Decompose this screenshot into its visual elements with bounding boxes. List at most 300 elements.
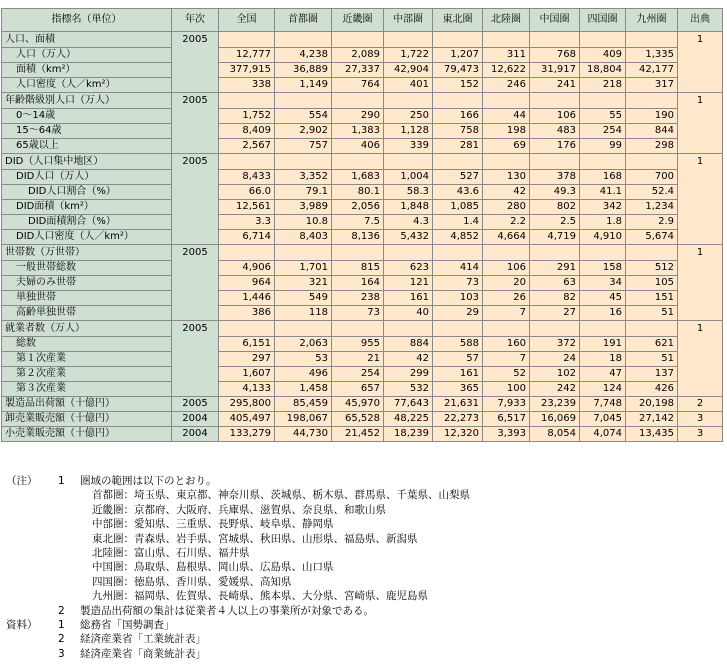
value-cell: 1,004	[384, 170, 433, 185]
table-row	[2, 337, 723, 352]
value-cell: 250	[384, 109, 433, 124]
note-2	[0, 604, 727, 618]
value-cell: 8,054	[530, 427, 580, 442]
value-cell: 52.4	[626, 185, 678, 200]
value-cell: 1,848	[384, 200, 433, 215]
value-cell: 6,714	[219, 230, 275, 245]
group-title: 就業者数（万人）	[2, 321, 172, 337]
region-definition	[0, 517, 727, 531]
summary-row	[2, 397, 723, 412]
value-cell: 378	[530, 170, 580, 185]
group-title: 人口、面積	[2, 32, 172, 48]
value-cell: 151	[626, 291, 678, 306]
value-cell: 372	[530, 337, 580, 352]
value-cell	[483, 32, 530, 48]
value-cell: 401	[384, 78, 433, 93]
value-cell: 166	[433, 109, 483, 124]
row-label: 小売業販売額（十億円）	[2, 427, 172, 442]
source-ref-cell: 1	[678, 32, 723, 93]
value-cell: 2,902	[275, 124, 332, 139]
value-cell: 106	[530, 109, 580, 124]
value-cell: 955	[332, 337, 384, 352]
header-row	[2, 9, 723, 32]
row-label: DID面積（km²）	[2, 200, 172, 215]
value-cell	[275, 154, 332, 170]
note-number: 2	[58, 604, 65, 617]
value-cell	[530, 32, 580, 48]
value-cell: 254	[580, 124, 626, 139]
value-cell: 1,683	[332, 170, 384, 185]
value-cell	[275, 93, 332, 109]
region-text: 近畿圏：京都府、大阪府、兵庫県、滋賀県、奈良県、和歌山県	[92, 503, 386, 516]
group-header-row	[2, 245, 723, 261]
value-cell	[580, 321, 626, 337]
value-cell: 623	[384, 261, 433, 276]
year-cell: 2005	[172, 93, 219, 154]
column-header: 近畿圏	[332, 9, 384, 32]
value-cell	[530, 321, 580, 337]
value-cell: 106	[483, 261, 530, 276]
value-cell: 13,435	[626, 427, 678, 442]
column-header: 出典	[678, 9, 723, 32]
value-cell: 27,142	[626, 412, 678, 427]
value-cell: 7,748	[580, 397, 626, 412]
value-cell: 45,970	[332, 397, 384, 412]
value-cell: 1,458	[275, 382, 332, 397]
note-1	[0, 474, 727, 488]
value-cell: 8,403	[275, 230, 332, 245]
value-cell	[275, 321, 332, 337]
table-row	[2, 230, 723, 245]
table-row	[2, 185, 723, 200]
sources-lead: 資料）	[6, 618, 38, 631]
group-title: DID（人口集中地区）	[2, 154, 172, 170]
table-row	[2, 124, 723, 139]
year-cell: 2005	[172, 245, 219, 321]
value-cell: 160	[483, 337, 530, 352]
value-cell: 554	[275, 109, 332, 124]
source-text: 経済産業省「商業統計表」	[80, 647, 206, 660]
value-cell	[275, 32, 332, 48]
year-cell: 2005	[172, 321, 219, 397]
value-cell: 964	[219, 276, 275, 291]
group-title: 世帯数（万世帯）	[2, 245, 172, 261]
value-cell: 1,207	[433, 48, 483, 63]
table-row	[2, 48, 723, 63]
value-cell: 44,730	[275, 427, 332, 442]
source-3	[0, 647, 727, 661]
value-cell: 12,561	[219, 200, 275, 215]
value-cell: 1,722	[384, 48, 433, 63]
value-cell: 36,889	[275, 63, 332, 78]
value-cell: 4,238	[275, 48, 332, 63]
value-cell: 281	[433, 139, 483, 154]
value-cell: 82	[530, 291, 580, 306]
value-cell	[433, 321, 483, 337]
region-definition	[0, 575, 727, 589]
value-cell: 21,452	[332, 427, 384, 442]
region-text: 中部圏：愛知県、三重県、長野県、岐阜県、静岡県	[92, 518, 334, 531]
source-text: 総務省「国勢調査」	[80, 618, 175, 631]
row-label: 15～64歳	[2, 124, 172, 139]
region-text: 九州圏：福岡県、佐賀県、長崎県、熊本県、大分県、宮崎県、鹿児島県	[92, 590, 428, 603]
value-cell: 79.1	[275, 185, 332, 200]
value-cell: 198,067	[275, 412, 332, 427]
value-cell: 2.9	[626, 215, 678, 230]
row-label: 面積（km²）	[2, 63, 172, 78]
value-cell: 1.8	[580, 215, 626, 230]
value-cell: 218	[580, 78, 626, 93]
value-cell: 321	[275, 276, 332, 291]
table-row	[2, 215, 723, 230]
group-header-row	[2, 154, 723, 170]
value-cell: 657	[332, 382, 384, 397]
value-cell: 2.5	[530, 215, 580, 230]
row-label: DID人口密度（人／km²）	[2, 230, 172, 245]
value-cell: 29	[433, 306, 483, 321]
source-1	[0, 618, 727, 632]
value-cell	[384, 321, 433, 337]
value-cell	[626, 93, 678, 109]
value-cell	[626, 32, 678, 48]
value-cell: 2,056	[332, 200, 384, 215]
value-cell: 99	[580, 139, 626, 154]
column-header: 四国圏	[580, 9, 626, 32]
value-cell: 426	[626, 382, 678, 397]
value-cell: 16,069	[530, 412, 580, 427]
value-cell	[332, 93, 384, 109]
value-cell: 49.3	[530, 185, 580, 200]
value-cell: 254	[332, 367, 384, 382]
value-cell: 317	[626, 78, 678, 93]
value-cell	[433, 32, 483, 48]
column-header: 全国	[219, 9, 275, 32]
year-cell: 2004	[172, 412, 219, 427]
value-cell: 34	[580, 276, 626, 291]
value-cell: 7.5	[332, 215, 384, 230]
source-ref-cell: 1	[678, 321, 723, 397]
value-cell: 52	[483, 367, 530, 382]
value-cell: 409	[580, 48, 626, 63]
value-cell: 40	[384, 306, 433, 321]
value-cell: 42,904	[384, 63, 433, 78]
value-cell: 2,567	[219, 139, 275, 154]
value-cell: 1,446	[219, 291, 275, 306]
row-label: 0～14歳	[2, 109, 172, 124]
value-cell: 1,128	[384, 124, 433, 139]
value-cell: 291	[530, 261, 580, 276]
value-cell: 338	[219, 78, 275, 93]
region-definition	[0, 488, 727, 502]
row-label: DID人口割合（%）	[2, 185, 172, 200]
note-text: 圏域の範囲は以下のとおり。	[80, 475, 217, 487]
value-cell: 121	[384, 276, 433, 291]
value-cell: 1,701	[275, 261, 332, 276]
region-definition	[0, 532, 727, 546]
value-cell: 23,239	[530, 397, 580, 412]
value-cell	[219, 32, 275, 48]
value-cell: 41.1	[580, 185, 626, 200]
value-cell: 176	[530, 139, 580, 154]
column-header: 年次	[172, 9, 219, 32]
value-cell: 158	[580, 261, 626, 276]
notes-lead: （注）	[6, 475, 38, 487]
table-row	[2, 170, 723, 185]
value-cell: 2,063	[275, 337, 332, 352]
value-cell: 65,528	[332, 412, 384, 427]
value-cell: 3,989	[275, 200, 332, 215]
year-cell: 2005	[172, 32, 219, 93]
value-cell: 4,719	[530, 230, 580, 245]
value-cell: 8,433	[219, 170, 275, 185]
value-cell: 4,906	[219, 261, 275, 276]
value-cell: 10.8	[275, 215, 332, 230]
value-cell	[219, 154, 275, 170]
group-header-row	[2, 321, 723, 337]
note-number: 1	[58, 475, 65, 487]
value-cell: 365	[433, 382, 483, 397]
value-cell	[483, 93, 530, 109]
value-cell: 42	[384, 352, 433, 367]
value-cell: 815	[332, 261, 384, 276]
value-cell: 85,459	[275, 397, 332, 412]
value-cell: 20,198	[626, 397, 678, 412]
value-cell: 42,177	[626, 63, 678, 78]
value-cell: 58.3	[384, 185, 433, 200]
value-cell	[332, 32, 384, 48]
value-cell: 45	[580, 291, 626, 306]
value-cell: 1,383	[332, 124, 384, 139]
value-cell: 311	[483, 48, 530, 63]
value-cell	[332, 321, 384, 337]
table-row	[2, 291, 723, 306]
source-ref-cell: 1	[678, 245, 723, 321]
value-cell	[219, 93, 275, 109]
value-cell: 758	[433, 124, 483, 139]
row-label: 人口（万人）	[2, 48, 172, 63]
value-cell: 884	[384, 337, 433, 352]
value-cell: 22,273	[433, 412, 483, 427]
value-cell	[483, 245, 530, 261]
value-cell: 26	[483, 291, 530, 306]
table-row	[2, 352, 723, 367]
value-cell	[580, 245, 626, 261]
regional-statistics-table	[1, 8, 723, 442]
region-definition	[0, 589, 727, 603]
table-row	[2, 63, 723, 78]
value-cell: 532	[384, 382, 433, 397]
value-cell: 12,320	[433, 427, 483, 442]
value-cell: 51	[626, 306, 678, 321]
value-cell: 55	[580, 109, 626, 124]
row-label: 高齢単独世帯	[2, 306, 172, 321]
value-cell: 342	[580, 200, 626, 215]
row-label: 一般世帯総数	[2, 261, 172, 276]
value-cell: 27	[530, 306, 580, 321]
region-definition	[0, 503, 727, 517]
value-cell: 496	[275, 367, 332, 382]
value-cell	[332, 245, 384, 261]
value-cell: 8,409	[219, 124, 275, 139]
region-text: 首都圏：埼玉県、東京都、神奈川県、茨城県、栃木県、群馬県、千葉県、山梨県	[92, 489, 470, 502]
source-number: 3	[58, 647, 65, 660]
value-cell: 527	[433, 170, 483, 185]
row-label: DID人口（万人）	[2, 170, 172, 185]
column-header: 首都圏	[275, 9, 332, 32]
value-cell: 242	[530, 382, 580, 397]
region-text: 中国圏：鳥取県、島根県、岡山県、広島県、山口県	[92, 561, 334, 574]
value-cell: 18,804	[580, 63, 626, 78]
value-cell: 18	[580, 352, 626, 367]
value-cell: 57	[433, 352, 483, 367]
value-cell: 20	[483, 276, 530, 291]
value-cell: 757	[275, 139, 332, 154]
value-cell: 18,239	[384, 427, 433, 442]
column-header: 中国圏	[530, 9, 580, 32]
value-cell: 1,335	[626, 48, 678, 63]
column-header: 九州圏	[626, 9, 678, 32]
row-label: 卸売業販売額（十億円）	[2, 412, 172, 427]
value-cell: 73	[433, 276, 483, 291]
value-cell: 4.3	[384, 215, 433, 230]
value-cell: 2,089	[332, 48, 384, 63]
summary-row	[2, 412, 723, 427]
region-text: 四国圏：徳島県、香川県、愛媛県、高知県	[92, 575, 292, 588]
value-cell: 43.6	[433, 185, 483, 200]
value-cell: 3,393	[483, 427, 530, 442]
value-cell: 483	[530, 124, 580, 139]
value-cell	[384, 93, 433, 109]
value-cell: 198	[483, 124, 530, 139]
row-label: 65歳以上	[2, 139, 172, 154]
value-cell: 133,279	[219, 427, 275, 442]
source-ref-cell: 1	[678, 154, 723, 245]
value-cell: 21,631	[433, 397, 483, 412]
region-text: 東北圏：青森県、岩手県、宮城県、秋田県、山形県、福島県、新潟県	[92, 532, 418, 545]
value-cell: 5,674	[626, 230, 678, 245]
value-cell: 190	[626, 109, 678, 124]
value-cell: 1,234	[626, 200, 678, 215]
group-header-row	[2, 32, 723, 48]
value-cell: 152	[433, 78, 483, 93]
value-cell: 700	[626, 170, 678, 185]
value-cell: 621	[626, 337, 678, 352]
value-cell: 105	[626, 276, 678, 291]
year-cell: 2004	[172, 427, 219, 442]
row-label: DID面積割合（%）	[2, 215, 172, 230]
value-cell: 297	[219, 352, 275, 367]
value-cell: 512	[626, 261, 678, 276]
value-cell	[626, 154, 678, 170]
source-ref-cell: 3	[678, 427, 723, 442]
year-cell: 2005	[172, 154, 219, 245]
value-cell: 3,352	[275, 170, 332, 185]
value-cell: 66.0	[219, 185, 275, 200]
value-cell	[433, 245, 483, 261]
value-cell: 6,151	[219, 337, 275, 352]
value-cell: 168	[580, 170, 626, 185]
value-cell: 73	[332, 306, 384, 321]
column-header: 北陸圏	[483, 9, 530, 32]
value-cell	[332, 154, 384, 170]
table-row	[2, 78, 723, 93]
notes-section	[0, 474, 727, 661]
row-label: 第３次産業	[2, 382, 172, 397]
value-cell	[626, 245, 678, 261]
value-cell: 80.1	[332, 185, 384, 200]
row-label: 夫婦のみ世帯	[2, 276, 172, 291]
value-cell: 299	[384, 367, 433, 382]
row-label: 第１次産業	[2, 352, 172, 367]
column-header: 指標名（単位）	[2, 9, 172, 32]
value-cell: 77,643	[384, 397, 433, 412]
value-cell: 290	[332, 109, 384, 124]
table-row	[2, 200, 723, 215]
value-cell	[219, 245, 275, 261]
value-cell: 377,915	[219, 63, 275, 78]
value-cell: 4,852	[433, 230, 483, 245]
value-cell	[384, 154, 433, 170]
value-cell: 1.4	[433, 215, 483, 230]
value-cell: 8,136	[332, 230, 384, 245]
value-cell: 7	[483, 352, 530, 367]
note-text: 製造品出荷額の集計は従業者４人以上の事業所が対象である。	[80, 604, 374, 617]
summary-row	[2, 427, 723, 442]
row-label: 第２次産業	[2, 367, 172, 382]
value-cell	[626, 321, 678, 337]
source-number: 2	[58, 633, 65, 646]
value-cell: 1,085	[433, 200, 483, 215]
region-definition	[0, 546, 727, 560]
value-cell: 7	[483, 306, 530, 321]
value-cell: 1,752	[219, 109, 275, 124]
value-cell: 21	[332, 352, 384, 367]
value-cell: 164	[332, 276, 384, 291]
table-row	[2, 109, 723, 124]
value-cell: 161	[433, 367, 483, 382]
source-2	[0, 632, 727, 646]
source-ref-cell: 2	[678, 397, 723, 412]
value-cell: 79,473	[433, 63, 483, 78]
value-cell: 16	[580, 306, 626, 321]
table-row	[2, 367, 723, 382]
column-header: 東北圏	[433, 9, 483, 32]
value-cell: 42	[483, 185, 530, 200]
value-cell: 844	[626, 124, 678, 139]
value-cell: 51	[626, 352, 678, 367]
value-cell: 386	[219, 306, 275, 321]
value-cell: 44	[483, 109, 530, 124]
value-cell: 339	[384, 139, 433, 154]
value-cell: 4,133	[219, 382, 275, 397]
value-cell: 31,917	[530, 63, 580, 78]
value-cell: 6,517	[483, 412, 530, 427]
value-cell: 137	[626, 367, 678, 382]
value-cell	[530, 245, 580, 261]
row-label: 製造品出荷額（十億円）	[2, 397, 172, 412]
group-header-row	[2, 93, 723, 109]
value-cell	[219, 321, 275, 337]
source-ref-cell: 3	[678, 412, 723, 427]
value-cell: 69	[483, 139, 530, 154]
source-number: 1	[58, 618, 65, 631]
value-cell: 7,933	[483, 397, 530, 412]
value-cell: 27,337	[332, 63, 384, 78]
column-header: 中部圏	[384, 9, 433, 32]
value-cell: 5,432	[384, 230, 433, 245]
value-cell: 238	[332, 291, 384, 306]
value-cell: 246	[483, 78, 530, 93]
